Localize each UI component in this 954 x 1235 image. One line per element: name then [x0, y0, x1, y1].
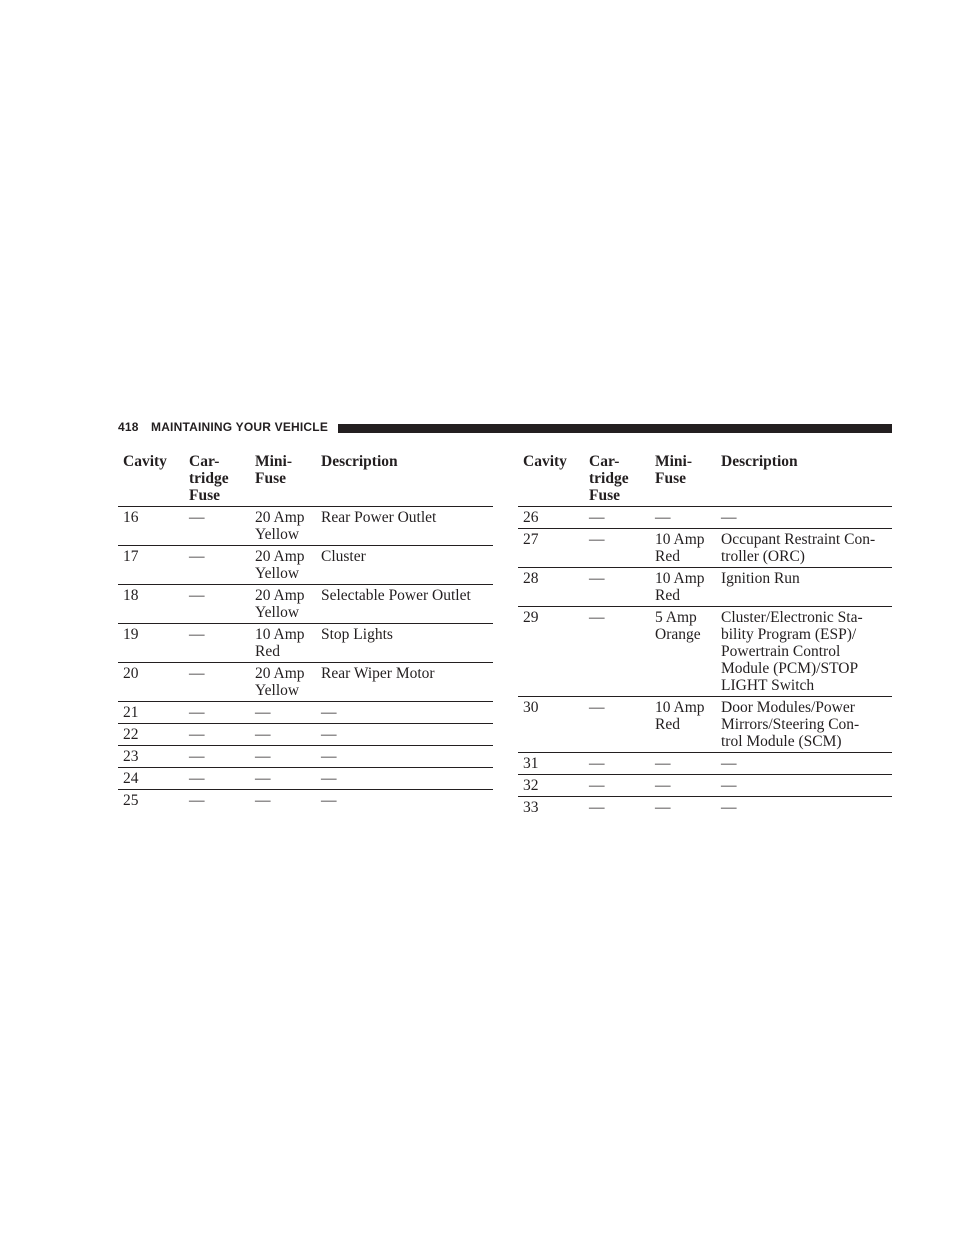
mini-fuse-cell: — — [650, 753, 716, 775]
mini-fuse-cell: — — [250, 746, 316, 768]
column-header-cavity: Cavity — [518, 451, 584, 507]
table-row — [518, 775, 892, 797]
table-row — [118, 746, 493, 768]
mini-fuse-cell: — — [655, 799, 671, 816]
description-cell: — — [721, 799, 737, 816]
mini-fuse-cell: — — [250, 724, 316, 746]
cavity-cell: 31 — [518, 753, 584, 775]
cartridge-fuse-cell: — — [184, 724, 250, 746]
mini-fuse-cell: 5 Amp Orange — [650, 607, 716, 697]
cavity-cell: 18 — [118, 585, 184, 624]
fuse-table-right — [518, 451, 892, 818]
column-header-mini-fuse: Mini- Fuse — [650, 451, 716, 507]
mini-fuse-cell: — — [250, 702, 316, 724]
cartridge-fuse-cell: — — [184, 585, 250, 624]
cartridge-fuse-cell: — — [184, 624, 250, 663]
mini-fuse-cell: — — [650, 507, 716, 529]
cartridge-fuse-cell: — — [184, 702, 250, 724]
cartridge-fuse-cell: — — [584, 697, 650, 753]
cartridge-fuse-cell: — — [584, 529, 650, 568]
cartridge-fuse-cell: — — [584, 568, 650, 607]
table-row — [118, 790, 493, 812]
cavity-cell: 22 — [118, 724, 184, 746]
mini-fuse-cell: 20 Amp Yellow — [250, 507, 316, 546]
table-row — [518, 507, 892, 529]
table-row — [118, 546, 493, 585]
column-header-description: Description — [316, 451, 493, 507]
description-cell: — — [316, 724, 493, 746]
cartridge-fuse-cell: — — [584, 507, 650, 529]
cavity-cell: 30 — [518, 697, 584, 753]
cartridge-fuse-cell: — — [189, 792, 205, 809]
description-cell: Selectable Power Outlet — [316, 585, 493, 624]
cavity-cell: 21 — [118, 702, 184, 724]
description-cell: — — [316, 702, 493, 724]
table-row — [518, 568, 892, 607]
description-cell: Ignition Run — [716, 568, 892, 607]
description-cell: Cluster/Electronic Sta- bility Program (ESP)/ Powertrain Control Module (PCM)/STOP LIGHT Switch — [716, 607, 892, 697]
column-header-cartridge-fuse: Car- tridge Fuse — [584, 451, 650, 507]
fuse-table-left — [118, 451, 493, 811]
column-header-cavity: Cavity — [118, 451, 184, 507]
description-cell: Stop Lights — [316, 624, 493, 663]
mini-fuse-cell: — — [255, 792, 271, 809]
cavity-cell: 23 — [118, 746, 184, 768]
table-row — [518, 697, 892, 753]
mini-fuse-cell: 20 Amp Yellow — [250, 663, 316, 702]
section-title: MAINTAINING YOUR VEHICLE — [151, 420, 329, 434]
table-row — [518, 529, 892, 568]
table-row — [118, 768, 493, 790]
cavity-cell: 26 — [518, 507, 584, 529]
page-number: 418 — [118, 420, 139, 434]
description-cell: Cluster — [316, 546, 493, 585]
cartridge-fuse-cell: — — [184, 768, 250, 790]
table-row — [118, 624, 493, 663]
cavity-cell: 32 — [518, 775, 584, 797]
page-header — [118, 419, 892, 437]
mini-fuse-cell: 20 Amp Yellow — [250, 546, 316, 585]
cartridge-fuse-cell: — — [184, 746, 250, 768]
cartridge-fuse-cell: — — [584, 607, 650, 697]
table-row — [518, 607, 892, 697]
table-row — [518, 753, 892, 775]
cartridge-fuse-cell: — — [584, 775, 650, 797]
header-rule-bar — [338, 424, 892, 433]
description-cell: Occupant Restraint Con- troller (ORC) — [716, 529, 892, 568]
column-header-description: Description — [716, 451, 892, 507]
description-cell: Rear Power Outlet — [316, 507, 493, 546]
cavity-cell: 17 — [118, 546, 184, 585]
mini-fuse-cell: — — [250, 768, 316, 790]
cavity-cell: 27 — [518, 529, 584, 568]
cavity-cell: 16 — [118, 507, 184, 546]
cartridge-fuse-cell: — — [184, 507, 250, 546]
cavity-cell: 20 — [118, 663, 184, 702]
mini-fuse-cell: 10 Amp Red — [650, 529, 716, 568]
description-cell: Rear Wiper Motor — [316, 663, 493, 702]
column-header-mini-fuse: Mini- Fuse — [250, 451, 316, 507]
description-cell: — — [321, 792, 337, 809]
cavity-cell: 29 — [518, 607, 584, 697]
description-cell: — — [716, 775, 892, 797]
table-header-row — [118, 451, 493, 507]
table-row — [118, 724, 493, 746]
mini-fuse-cell: 10 Amp Red — [650, 697, 716, 753]
column-header-cartridge-fuse: Car- tridge Fuse — [184, 451, 250, 507]
table-row — [518, 797, 892, 819]
cavity-cell: 28 — [518, 568, 584, 607]
description-cell: — — [316, 746, 493, 768]
cavity-cell: 33 — [523, 799, 539, 816]
cartridge-fuse-cell: — — [184, 663, 250, 702]
description-cell: Door Modules/Power Mirrors/Steering Con- trol Module (SCM) — [716, 697, 892, 753]
table-header-row — [518, 451, 892, 507]
description-cell: — — [716, 753, 892, 775]
mini-fuse-cell: 10 Amp Red — [250, 624, 316, 663]
description-cell: — — [316, 768, 493, 790]
cartridge-fuse-cell: — — [584, 753, 650, 775]
table-row — [118, 663, 493, 702]
mini-fuse-cell: — — [650, 775, 716, 797]
cartridge-fuse-cell: — — [589, 799, 605, 816]
table-row — [118, 585, 493, 624]
cartridge-fuse-cell: — — [184, 546, 250, 585]
table-row — [118, 702, 493, 724]
mini-fuse-cell: 10 Amp Red — [650, 568, 716, 607]
cavity-cell: 25 — [123, 792, 139, 809]
cavity-cell: 24 — [118, 768, 184, 790]
mini-fuse-cell: 20 Amp Yellow — [250, 585, 316, 624]
description-cell: — — [716, 507, 892, 529]
table-row — [118, 507, 493, 546]
cavity-cell: 19 — [118, 624, 184, 663]
